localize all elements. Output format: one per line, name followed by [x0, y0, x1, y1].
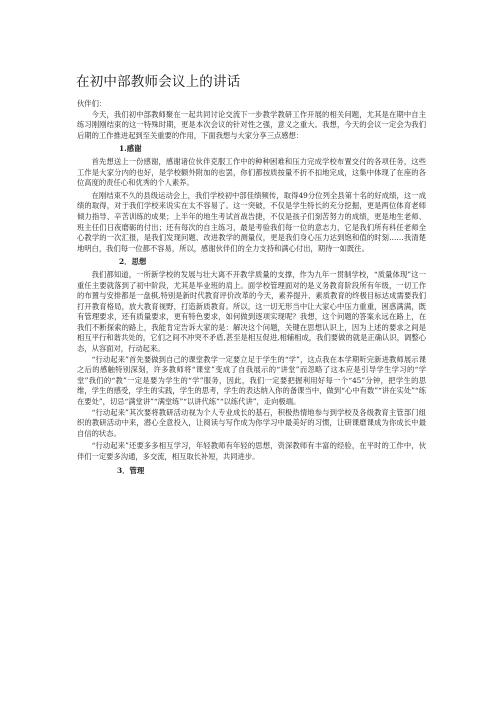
section-heading-thinking: 2．思想: [119, 257, 147, 267]
paragraph: “行动起来”还要多多相互学习，年轻教师有年轻的思想，资深教师有丰富的经验，在平时的工作中，伙伴们一定要多沟通，多交流，相互取长补短，共同进步。: [77, 441, 426, 461]
section-heading-management: 3．管理: [117, 465, 145, 475]
intro-paragraph: 今天，我们初中部教师聚在一起共同讨论交流下一步教学教研工作开展的相关问题，尤其是在期中自主练习刚刚结束的这一特殊时期，更是本次会议的针对性之强，意义之重大。我想，今天的会议一定会为我们后期的工作推进起到至关重要的作用，下面我想与大家分享三点感想：: [77, 109, 426, 140]
paragraph: 我们都知道，一所新学校的发展与壮大离不开教学质量的支撑，作为九年一贯制学校，“质量体现”这一重任主要就落到了初中阶段，尤其是毕业班的肩上。面学校管理面对的是义务教育阶段所有年级，一切工作的布置与安排都是一盘棋,特别是新时代教育评价改革的今天，素养提升、素质教育的终极目标达成需要我们打开教育格局，放大教育视野，打造新质教育。所以，这一切无形当中让大家心中压力重重，困惑满满，既有管理要求，还有质量要求，更有特色要求，如何做到逐项实现呢？我想，这个问题的答案永远在路上，在我们不断探索的路上，我能肯定告诉大家的是：解决这个问题，关键在思想认识上，因为上述的要求之间是相互平行和谐共处的，它们之间不冲突不矛盾,甚至是相互促进,相辅相成，我们要做的就是正确认识，调整心态，从容面对，行动起来。: [77, 269, 426, 354]
document-title: 在初中部教师会议上的讲话: [76, 74, 241, 90]
document-body: [77, 99, 426, 478]
paragraph: “行动起来”首先要做到自己的课堂教学一定要立足于学生的“学”，这点我在本学期听完新进教师展示课之后的感触特别深刻，许多教师将“课堂”变成了自我展示的“讲堂”而忽略了这本应是引导学生学习的“学堂”我们的“教”一定是要为学生的“学”服务，因此，我们一定要把握利用好每一个“45”分钟，把学生的思维，学生的感受，学生的实践，学生的思考，学生的表达纳入你的备课当中，做到“心中有数”“讲在实处”“练在要处”，切忌“满堂讲”“满堂练”“以讲代练”“以练代讲”，走向极端。: [77, 354, 426, 407]
paragraph: 首先想送上一份感谢，感谢诸位伙伴克服工作中的种种困难和压力完成学校布置交付的各项任务，这些工作是大家分内的也好，是学校额外附加的也罢，你们都按质按量不折不扣地完成，这集中体现了在座的各位高度的责任心和优秀的个人素养。: [77, 156, 426, 188]
salutation: 伙伴们：: [77, 99, 107, 108]
section-heading-thanks: 1.感谢: [119, 144, 142, 154]
paragraph: “行动起来”其次要将教研活动视为个人专业成长的基石，积极热情地参与到学校及各级教育主管部门组织的教研活动中来，潜心全意投入，让阅读与写作成为你学习中最美好的习惯，让研课磨课成为你成长中最自信的状态。: [77, 407, 426, 438]
paragraph: 在刚结束不久的县级运动会上，我们学校初中部佳绩频传，取得49分位列全县第十名的好成绩，这一成绩的取得，对于我们学校来说实在太不容易了。这一突破，不仅是学生特长的充分挖掘，更是两位体育老师倾力指导、辛苦训练的成果；上半年的地生考试首战告捷，不仅是孩子们刻苦努力的成绩，更是地生老师、班主任们日夜磨砺的付出；还有每次的自主练习，最是考验我们每一位的意志力，它是我们所有科任老师全心教学的一次汇报，是我们发现问题、改进教学的测量仪，更是我们身心压力达到饱和值的时刻……我清楚地明白，我们每一位都不容易，所以，感谢伙伴们的全力支持和满心付出，期待一如既往。: [77, 190, 426, 253]
